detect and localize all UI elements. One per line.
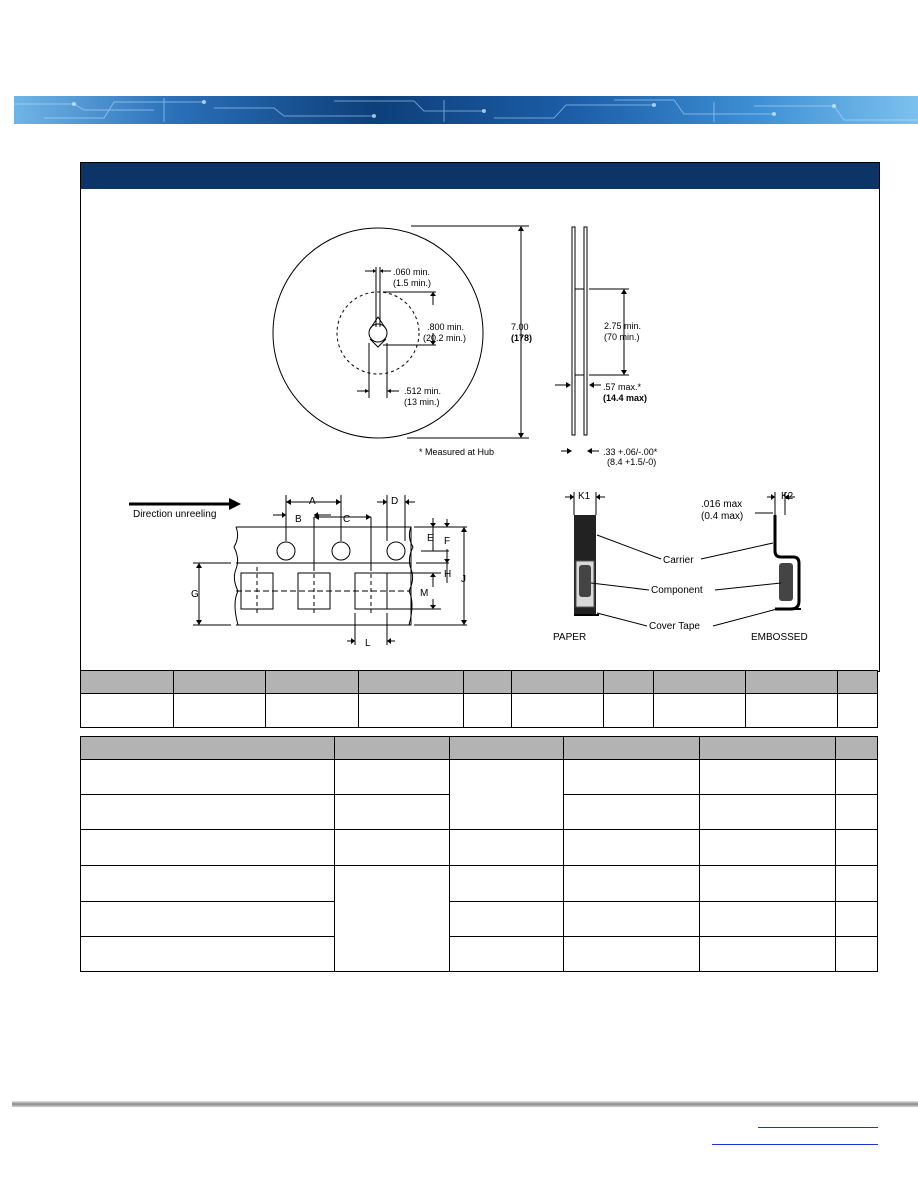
- circuit-pattern-icon: [14, 96, 918, 124]
- footer-link-1[interactable]: [758, 1127, 878, 1128]
- dim-j-label: J: [461, 574, 466, 585]
- thickness-dim: .016 max: [701, 499, 743, 510]
- carrier-label: Carrier: [663, 555, 694, 566]
- dim-a-label: A: [309, 496, 316, 507]
- tape-dimension-table: [80, 670, 878, 728]
- k2-label: K2: [781, 491, 794, 502]
- reel-diameter-dim: 7.00: [511, 322, 529, 332]
- hub-hole-dim: .800 min.: [427, 322, 465, 332]
- arbor-dim-metric: (13 min.): [404, 397, 440, 407]
- footer-divider: [12, 1101, 918, 1107]
- measured-at-hub-note: * Measured at Hub: [419, 447, 495, 457]
- dim-b-label: B: [295, 514, 302, 525]
- tape-cross-section-view: [553, 491, 808, 643]
- k1-label: K1: [578, 491, 591, 502]
- reel-front-view: [273, 226, 532, 438]
- component-label: Component: [651, 585, 703, 596]
- hub-hole-dim-metric: (20.2 min.): [423, 333, 467, 343]
- spindle-slot-dim-metric: (1.5 min.): [393, 278, 432, 288]
- reel-quantity-table: [80, 736, 878, 972]
- table-row: [81, 866, 878, 902]
- dim-m-label: M: [420, 588, 429, 599]
- footer-link-2[interactable]: [712, 1144, 878, 1145]
- direction-label: Direction unreeling: [133, 509, 217, 520]
- dim-l-label: L: [365, 638, 371, 649]
- table-header-row: [81, 671, 878, 694]
- dim-d-label: D: [391, 496, 399, 507]
- table-row: [81, 830, 878, 866]
- table-row: [81, 760, 878, 795]
- dim-f-label: F: [444, 536, 451, 547]
- paper-label: PAPER: [553, 632, 587, 643]
- dim-c-label: C: [343, 514, 351, 525]
- dim-h-label: H: [444, 569, 452, 580]
- carrier-tape-view: [129, 495, 467, 649]
- table-row: [81, 902, 878, 937]
- arbor-dim: .512 min.: [404, 386, 442, 396]
- reel-width-tol-dim: .33 +.06/-.00*: [603, 447, 658, 457]
- table-header-row: [81, 737, 878, 760]
- table-row: [81, 694, 878, 728]
- reel-diameter-dim-metric: (178): [511, 333, 533, 343]
- reel-width-max-dim-metric: (14.4 max): [603, 393, 648, 403]
- dim-g-label: G: [191, 589, 199, 600]
- table-row: [81, 937, 878, 972]
- header-banner: [14, 96, 918, 124]
- reel-width-tol-dim-metric: (8.4 +1.5/-0): [607, 457, 657, 467]
- reel-width-max-dim: .57 max.*: [603, 382, 642, 392]
- thickness-dim-metric: (0.4 max): [701, 511, 744, 522]
- embossed-label: EMBOSSED: [751, 632, 808, 643]
- dim-e-label: E: [427, 533, 434, 544]
- reel-packaging-panel: [80, 162, 880, 672]
- hub-diameter-dim-metric: (70 min.): [604, 332, 640, 342]
- hub-diameter-dim: 2.75 min.: [604, 321, 642, 331]
- reel-tape-diagram: [81, 163, 879, 671]
- spindle-slot-dim: .060 min.: [393, 267, 431, 277]
- reel-side-view: [419, 227, 658, 467]
- cover-tape-label: Cover Tape: [649, 621, 700, 632]
